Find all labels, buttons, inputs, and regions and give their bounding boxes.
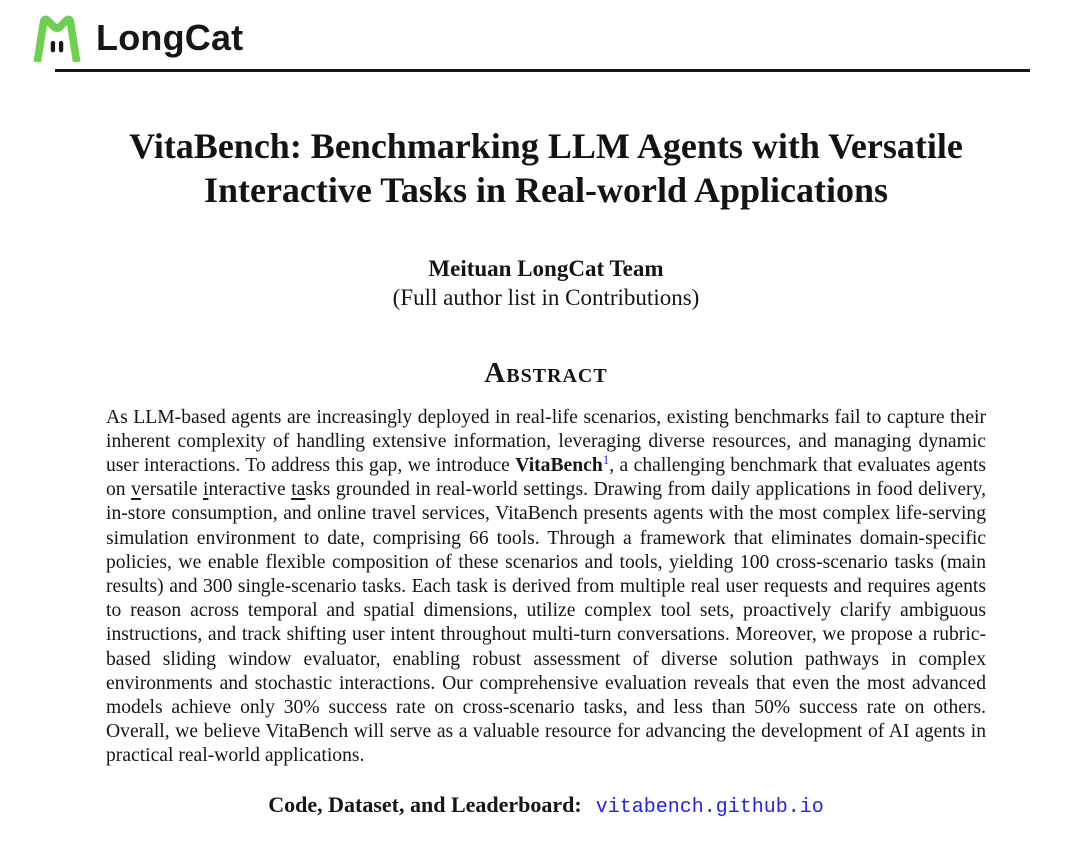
footnote-ref[interactable]: 1 — [602, 451, 610, 467]
abstract-segment: i — [202, 479, 209, 501]
abstract-segment: , a challenging benchmark that evaluates agents on — [106, 454, 986, 501]
author-note: (Full author list in Contributions) — [392, 284, 700, 310]
abstract-segment: sks grounded in real-world settings. Drawing from daily applications in food delivery, in-store consumption, and online travel services, VitaBench presents agents with the most complex life-serving simulation environment to date, comprising 66 tools. Through a framework that eliminates domain-specific policies, we enable flexible composition of these scenarios and tools, yielding 100 cross-scenario tasks (main results) and 300 single-scenario tasks. Each task is derived from multiple real user requests and requires agents to reason across temporal and spatial dimensions, utilize complex tool sets, proactively clarify ambiguous instructions, and track shifting user intent throughout multi-turn conversations. Moreover, we propose a rubric-based sliding window evaluator, enabling robust assessment of diverse solution pathways in complex environments and stochastic interactions. Our comprehensive evaluation reveals that even the most advanced models achieve only 30% success rate on cross-scenario tasks, and less than 50% success rate on others. Overall, we believe VitaBench will serve as a valuable resource for advancing the development of AI agents in practical real-world applications. — [106, 479, 986, 767]
author-block — [106, 254, 986, 312]
resources-label: Code, Dataset, and Leaderboard: — [268, 791, 582, 817]
paper-title — [106, 124, 986, 212]
abstract-segment: ta — [291, 479, 306, 501]
paper-title-line2: Interactive Tasks in Real-world Applications — [203, 169, 889, 210]
brand-name: LongCat — [96, 17, 244, 58]
author-team: Meituan LongCat Team — [428, 255, 664, 281]
abstract-segment: VitaBench — [515, 454, 603, 476]
abstract-heading: Abstract — [484, 356, 608, 389]
longcat-cat-icon — [30, 14, 84, 62]
header-divider — [55, 69, 1030, 72]
paper-body — [106, 124, 986, 822]
page-header — [0, 0, 1080, 72]
project-link[interactable]: vitabench.github.io — [595, 795, 824, 819]
abstract-segment: nteractive — [208, 479, 292, 501]
abstract-segment: ersatile — [140, 479, 203, 501]
abstract-segment: v — [131, 479, 141, 501]
resources-line — [106, 791, 986, 822]
paper-title-line1: VitaBench: Benchmarking LLM Agents with Versatile — [129, 125, 963, 166]
abstract-text — [106, 406, 986, 769]
brand-lockup — [30, 13, 1055, 63]
abstract-segment: As LLM-based agents are increasingly deployed in real-life scenarios, existing benchmarks fail to capture their inherent complexity of handling extensive information, leveraging diverse resources, and managing dynamic user interactions. To address this gap, we introduce — [106, 406, 986, 476]
